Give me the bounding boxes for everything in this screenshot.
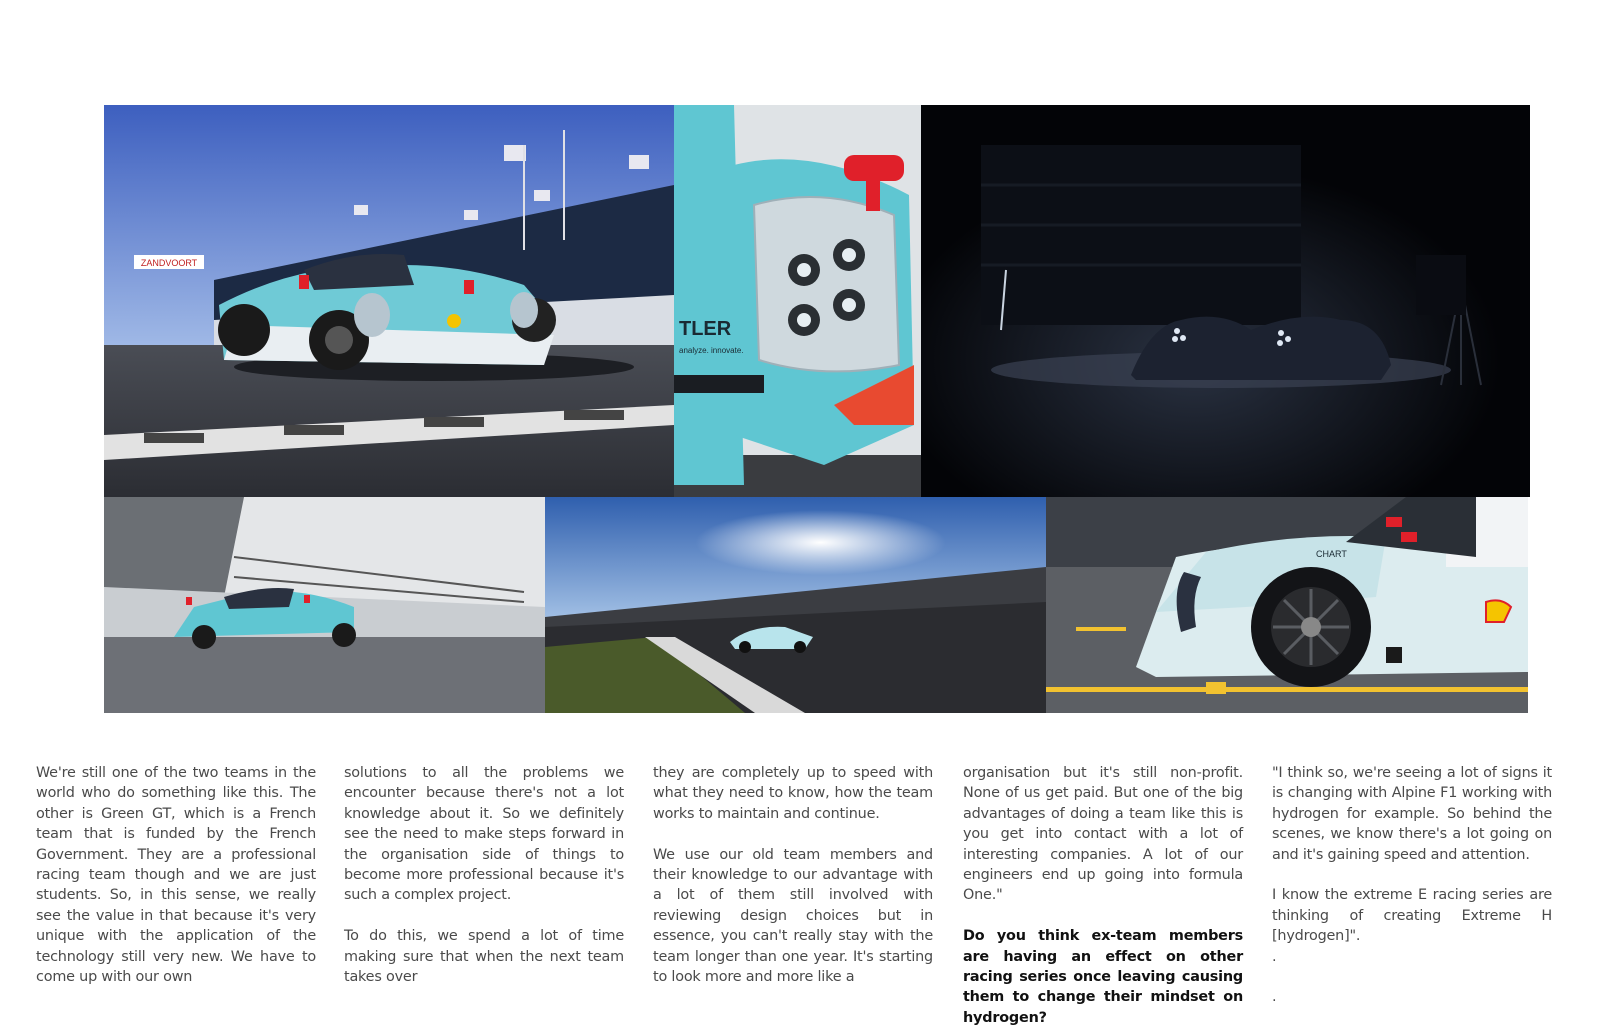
photo-car-on-grid <box>104 105 674 497</box>
article-paragraph: organisation but it's still non-profit. None of us get paid. But one of the big advantages of doing a team like this is you get into contact with a lot of interesting companies. A lot of our engineers end up going into formula One." <box>963 765 1243 904</box>
article-column-2 <box>344 763 624 987</box>
livery-chart-text: CHART <box>1316 549 1347 559</box>
photo-headlight-closeup <box>674 105 921 497</box>
article-column-4 <box>963 763 1243 1028</box>
photo-car-wheel-closeup <box>1046 497 1528 713</box>
article-paragraph: I know the extreme E racing series are thinking of creating Extreme H [hydrogen]". <box>1272 887 1552 945</box>
article-column-3 <box>653 763 933 987</box>
article-paragraph: they are completely up to speed with what they need to know, how the team works to maintain and continue. <box>653 765 933 822</box>
photo-dark-garage-reveal <box>921 105 1530 497</box>
article-paragraph: To do this, we spend a lot of time making sure that when the next team takes over <box>344 928 624 986</box>
article-column-5 <box>1272 763 1552 1028</box>
article-paragraph: We're still one of the two teams in the world who do something like this. The other is Green GT, which is a French team that is funded by the French Government. They are a professional racing team though and we are just students. So, in this sense, we really see the value in that because it's very unique with the application of the technology still very new. We have to come up with our own <box>36 765 316 986</box>
photo-car-on-circuit-sun <box>545 497 1046 713</box>
zandvoort-banner-text: ZANDVOORT <box>140 258 198 268</box>
photo-car-pit-straight <box>104 497 545 713</box>
livery-subtext: analyze. innovate. <box>679 346 744 355</box>
article-paragraph: "I think so, we're seeing a lot of signs it is changing with Alpine F1 working with hydrogen for example. So behind the scenes, we know there's a lot going on and it's gaining speed and attention. <box>1272 765 1552 863</box>
interview-question: Do you think ex-team members are having an effect on other racing series once leaving causing them to change their mindset on hydrogen? <box>963 928 1243 1026</box>
trailing-dot: . <box>1272 989 1277 1006</box>
livery-text: TLER <box>679 318 732 340</box>
article-column-1 <box>36 763 316 987</box>
article-paragraph: We use our old team members and their knowledge to our advantage with a lot of them still involved with reviewing design choices but in essence, you can't really stay with the team longer than one year. It's starting to look more and more like a <box>653 846 933 986</box>
trailing-dot: . <box>1272 948 1277 965</box>
article-paragraph: solutions to all the problems we encounter because there's not a lot knowledge about it. So we definitely see the need to make steps forward in the organisation side of things to become more professional because it's such a complex project. <box>344 765 624 904</box>
